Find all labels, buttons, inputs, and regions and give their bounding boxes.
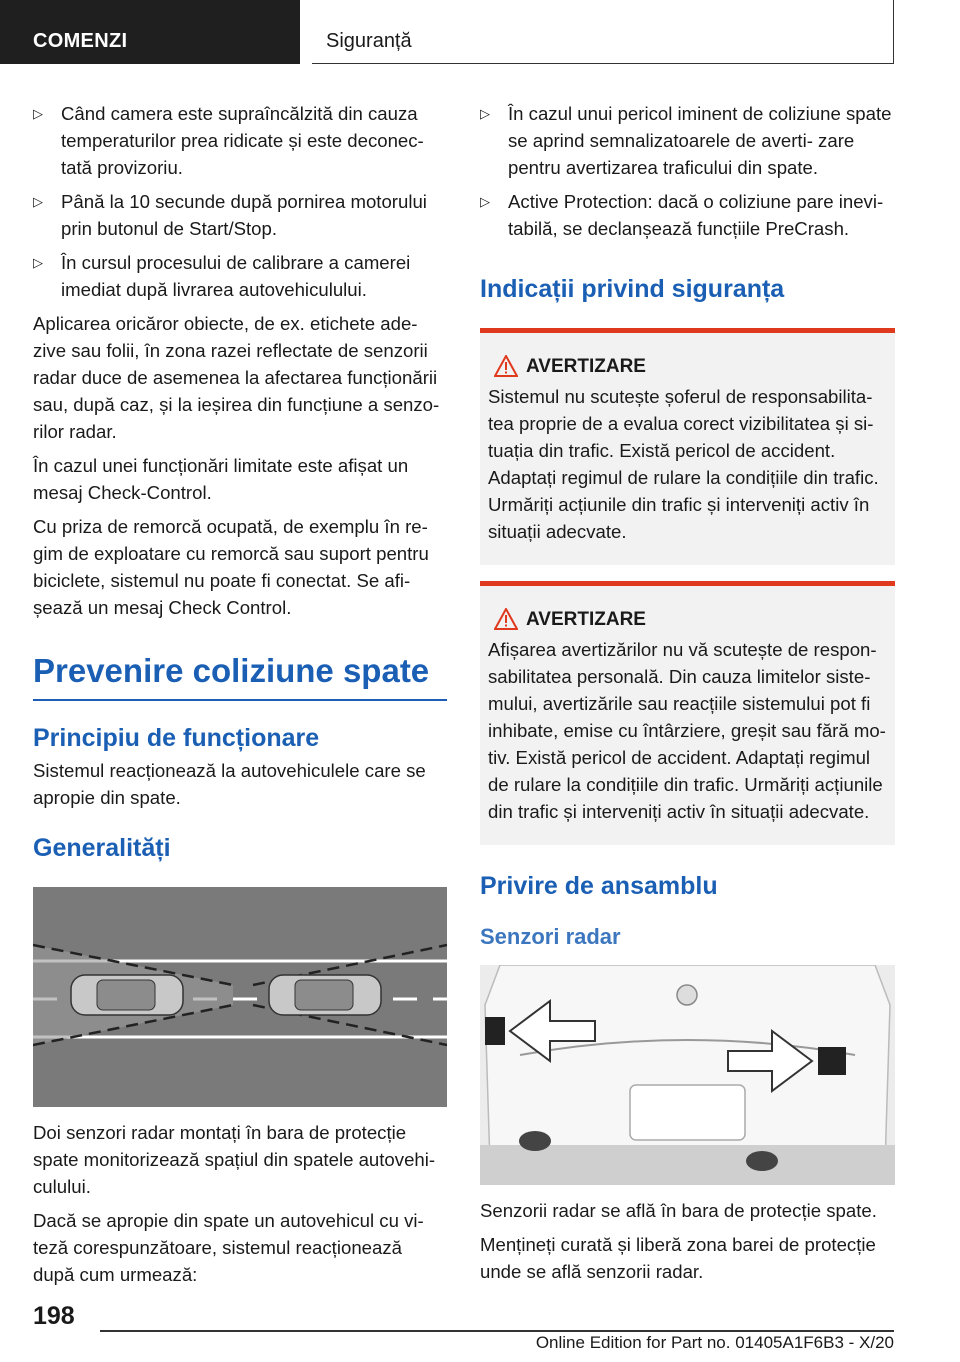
footer-edition: Online Edition for Part no. 01405A1F6B3 - X/20 — [535, 1333, 894, 1352]
subsection-heading: Senzori radar — [480, 924, 621, 949]
page-number: 198 — [33, 1302, 75, 1330]
bumper-diagram — [480, 965, 895, 1185]
section-heading: Privire de ansamblu — [480, 872, 718, 900]
subsection-heading: Principiu de funcționare — [33, 723, 320, 752]
paragraph: Dacă se apropie din spate un autovehicul cu vi- teză corespunzătoare, sistemul reacționează după cum urmează: — [33, 1209, 424, 1285]
bullet-item: ▷ În cazul unui pericol iminent de coliziune spate se aprind semnalizatoarele de averti- zare pentru avertizarea traficului din spate. — [480, 100, 895, 181]
heading-rule — [33, 699, 447, 701]
car-rear-icon — [71, 975, 183, 1015]
warning-title — [488, 608, 887, 632]
logo-icon — [677, 985, 697, 1005]
rear-collision-illustration — [33, 887, 447, 1107]
warning-triangle-icon — [494, 355, 518, 377]
bullet-item: ▷ Când camera este supraîncălzită din cauza temperaturilor prea ridicate și este deconec- tată provizoriu. — [33, 100, 447, 181]
bullet-item: ▷ Până la 10 secunde după pornirea motorului prin butonul de Start/Stop. — [33, 188, 447, 242]
paragraph: Aplicarea oricăror obiecte, de ex. etichete ade- zive sau folii, în zona razei reflectate de senzorii radar duce de asemenea la afectarea funcționării sau, după caz, și la ieșirea din funcțiune a senzo- rilor radar. — [33, 313, 440, 442]
radar-sensor-right — [818, 1047, 846, 1075]
header-section-label: COMENZI — [33, 30, 128, 52]
header-section-tab — [0, 0, 300, 64]
warning-title-text: AVERTIZARE — [526, 356, 646, 377]
car-front-icon — [269, 975, 381, 1015]
warning-box — [480, 581, 895, 845]
warning-title-text: AVERTIZARE — [526, 609, 646, 630]
section-heading: Indicații privind siguranța — [480, 275, 785, 303]
left-column — [33, 100, 447, 1288]
paragraph: Mențineți curată și liberă zona barei de protecție unde se află senzorii radar. — [480, 1234, 876, 1282]
warning-text: Sistemul nu scutește șoferul de responsabilita- tea proprie de a evalua corect vizibilitatea și si- tuația din trafic. Există pericol de accident. Adaptați regimul de rulare la condițiile din trafic. Urmăriți acțiunile din trafic și interveniți activ în situații adecvate. — [488, 386, 879, 542]
warning-box — [480, 328, 895, 565]
paragraph: Sistemul reacționează la autovehiculele care se apropie din spate. — [33, 759, 426, 808]
subsection-heading: Generalități — [33, 833, 171, 862]
paragraph: În cazul unei funcționări limitate este afișat un mesaj Check-Control. — [33, 455, 409, 503]
footer-rule — [100, 1330, 894, 1332]
radar-beam-diagram — [33, 887, 447, 1107]
rear-bumper-illustration — [480, 965, 895, 1185]
section-heading: Prevenire coliziune spate — [33, 652, 430, 689]
warning-title — [488, 355, 887, 379]
bullet-item: ▷ În cursul procesului de calibrare a camerei imediat după livrarea autovehiculului. — [33, 249, 447, 303]
header-title-tab — [312, 0, 894, 64]
paragraph: Cu priza de remorcă ocupată, de exemplu în re- gim de exploatare cu remorcă sau suport pentru biciclete, sistemul nu poate fi conectat. Se afi- șează un mesaj Check Control. — [33, 516, 429, 618]
warning-text: Afișarea avertizărilor nu vă scutește de respon- sabilitatea personală. Din cauza limitelor siste- mului, avertizările sau reacțiile sistemului pot fi inhibate, emise cu întârziere, greșit sau fără mo- tiv. Există pericol de accident. Adaptați regimul de rulare la condițiile din trafic. Urmăriți acțiunile din trafic și interveniți activ în situații adecvate. — [488, 639, 886, 822]
paragraph: Senzorii radar se află în bara de protecție spate. — [480, 1200, 877, 1221]
paragraph: Doi senzori radar montați în bara de protecție spate monitorizează spațiul din spatele autovehi- culului. — [33, 1121, 436, 1197]
right-column — [480, 100, 895, 1285]
bullet-item: ▷ Active Protection: dacă o coliziune pare inevi- tabilă, se declanșează funcțiile PreCrash. — [480, 188, 895, 242]
warning-triangle-icon — [494, 608, 518, 630]
header-title-label: Siguranță — [326, 30, 412, 52]
radar-sensor-left — [485, 1017, 505, 1045]
